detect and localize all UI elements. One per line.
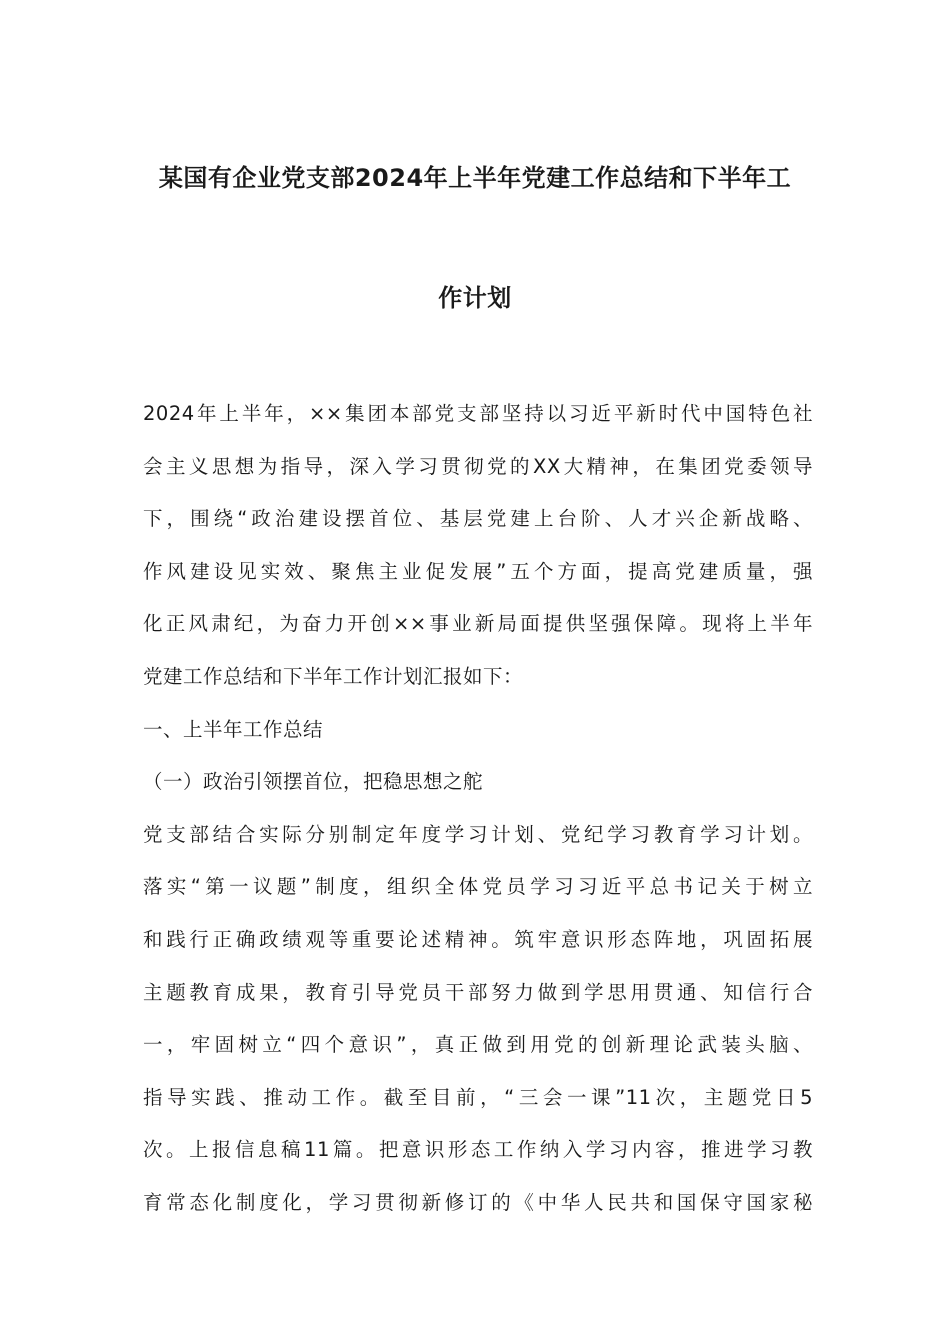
body-line: 作风建设见实效、聚焦主业促发展”五个方面，提高党建质量，强 (143, 559, 813, 583)
body-line: 2024年上半年，××集团本部党支部坚持以习近平新时代中国特色社 (143, 402, 813, 425)
section-heading: 一、上半年工作总结 (143, 717, 324, 741)
body-line: 和践行正确政绩观等重要论述精神。筑牢意识形态阵地，巩固拓展 (143, 927, 813, 951)
body-line: 化正风肃纪，为奋力开创××事业新局面提供坚强保障。现将上半年 (143, 612, 813, 636)
document-body (143, 396, 813, 1238)
body-line: 党支部结合实际分别制定年度学习计划、党纪学习教育学习计划。 (143, 822, 813, 846)
body-line: 一，牢固树立“四个意识”，真正做到用党的创新理论武装头脑、 (143, 1033, 813, 1057)
body-line: 育常态化制度化，学习贯彻新修订的《中华人民共和国保守国家秘 (143, 1190, 813, 1214)
body-line: 下，围绕“政治建设摆首位、基层党建上台阶、人才兴企新战略、 (143, 507, 813, 531)
body-line: 主题教育成果，教育引导党员干部努力做到学思用贯通、知信行合 (143, 980, 813, 1004)
body-line: 指导实践、推动工作。截至目前，“三会一课”11次，主题党日5 (143, 1085, 813, 1109)
subsection-heading: （一）政治引领摆首位，把稳思想之舵 (143, 770, 484, 794)
body-line: 落实“第一议题”制度，组织全体党员学习习近平总书记关于树立 (143, 875, 813, 899)
document-title-line-2: 作计划 (438, 284, 512, 312)
body-line: 会主义思想为指导，深入学习贯彻党的XX大精神，在集团党委领导 (143, 454, 813, 478)
document-title-line-1: 某国有企业党支部2024年上半年党建工作总结和下半年工 (158, 164, 792, 192)
body-line: 次。上报信息稿11篇。把意识形态工作纳入学习内容，推进学习教 (143, 1138, 813, 1162)
body-line: 党建工作总结和下半年工作计划汇报如下： (143, 664, 524, 688)
